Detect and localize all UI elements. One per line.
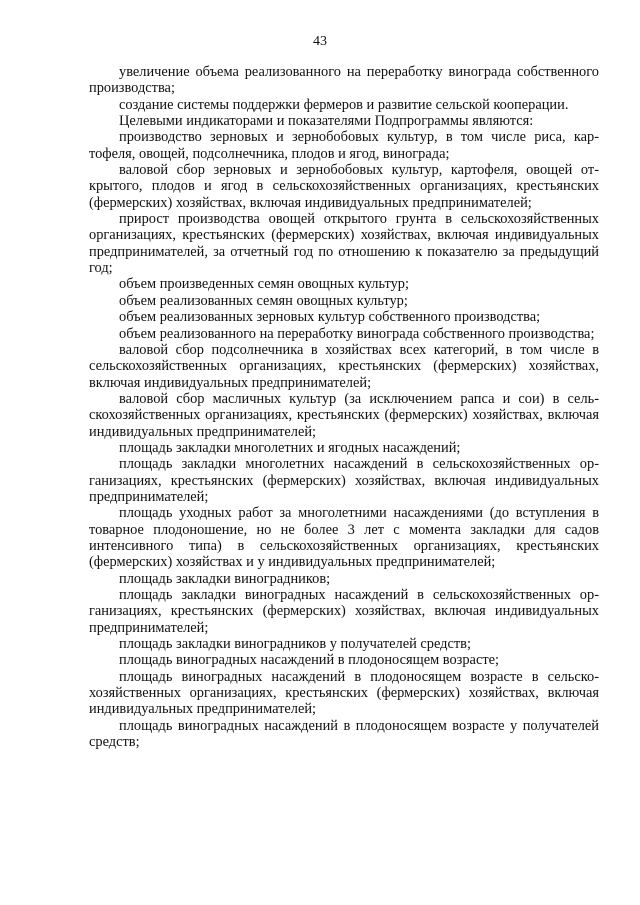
paragraph: площадь закладки виноградников у получателей средств; [119, 636, 471, 653]
page-number: 43 [313, 34, 327, 49]
paragraph: объем реализованного на переработку винограда собственного производства; [119, 325, 595, 342]
paragraph: площадь виноградных насаждений в плодоносящем возрасте; [119, 652, 500, 669]
document-body [89, 64, 599, 750]
paragraph: площадь виноградных насаждений в плодоносящем возрасте у получателей средств; [89, 717, 599, 751]
paragraph: объем реализованных зерновых культур собственного производства; [119, 309, 541, 326]
paragraph: Целевыми индикаторами и показателями Подпрограммы являются: [119, 113, 534, 130]
paragraph: площадь закладки виноградных насаждений в сельскохозяйственных организациях, крестьянских (фермерских) хозяйствах, включая индивидуальных предпринимателей; [89, 587, 599, 636]
paragraph: площадь закладки виноградников; [119, 570, 331, 587]
paragraph: валовой сбор зерновых и зернобобовых культур, картофеля, овощей открытого, плодов и ягод в сельскохозяйственных организациях, крестьянских (фермерских) хозяйствах, включая индивидуальных предпринимателей; [89, 162, 599, 211]
paragraph: создание системы поддержки фермеров и развитие сельской кооперации. [119, 96, 569, 113]
paragraph: объем реализованных семян овощных культур; [119, 292, 408, 309]
paragraph: объем произведенных семян овощных культур; [119, 276, 409, 293]
paragraph: площадь виноградных насаждений в плодоносящем возрасте в сельскохозяйственных организациях, крестьянских (фермерских) хозяйствах, включая индивидуальных предпринимателей; [89, 668, 599, 718]
paragraph: площадь уходных работ за многолетними насаждениями (до вступления в товарное плодоношение, но не более 3 лет с момента закладки для садов интенсивного типа) в сельскохозяйственных организациях, крестьянских (фермерских) хозяйствах и у индивидуальных предпринимателей; [89, 505, 599, 571]
paragraph: площадь закладки многолетних насаждений в сельскохозяйственных организациях, крестьянских (фермерских) хозяйствах, включая индивидуальных предпринимателей; [89, 456, 599, 505]
paragraph: производство зерновых и зернобобовых культур, в том числе риса, картофеля, овощей, подсолнечника, плодов и ягод, винограда; [89, 129, 599, 162]
paragraph: валовой сбор масличных культур (за исключением рапса и сои) в сельскохозяйственных организациях, крестьянских (фермерских) хозяйствах, включая индивидуальных предпринимателей; [89, 390, 599, 440]
paragraph: увеличение объема реализованного на переработку винограда собственного производства; [89, 64, 599, 97]
paragraph: валовой сбор подсолнечника в хозяйствах всех категорий, в том числе в сельскохозяйственных организациях, крестьянских (фермерских) хозяйствах, включая индивидуальных предпринимателей; [89, 341, 599, 391]
paragraph: площадь закладки многолетних и ягодных насаждений; [119, 439, 461, 456]
paragraph: прирост производства овощей открытого грунта в сельскохозяйственных организациях, крестьянских (фермерских) хозяйствах, включая индивидуальных предпринимателей, за отчетный год по отношению к показателю за предыдущий год; [89, 211, 599, 277]
